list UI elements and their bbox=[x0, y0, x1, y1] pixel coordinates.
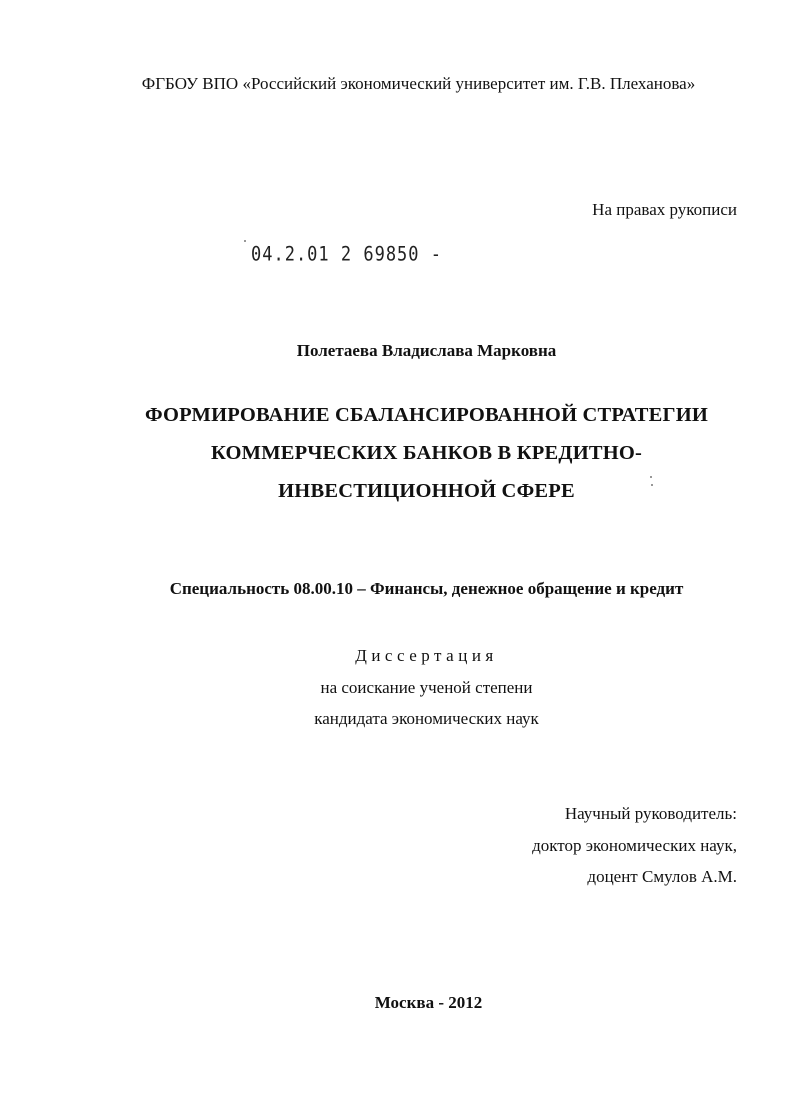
scan-speck bbox=[650, 476, 652, 478]
author-name: Полетаева Владислава Марковна bbox=[296, 341, 557, 360]
scan-speck bbox=[651, 484, 653, 486]
title-line-2: КОММЕРЧЕСКИХ БАНКОВ В КРЕДИТНО- bbox=[210, 442, 643, 464]
supervisor-label: Научный руководитель: bbox=[564, 804, 737, 823]
registration-stamp: 04.2.01 2 69850 - bbox=[251, 243, 442, 266]
specialty: Специальность 08.00.10 – Финансы, денежное обращение и кредит bbox=[169, 579, 684, 598]
title-line-3: ИНВЕСТИЦИОННОЙ СФЕРЕ bbox=[278, 480, 575, 502]
organization-name: ФГБОУ ВПО «Российский экономический университет им. Г.В. Плеханова» bbox=[141, 74, 696, 93]
dissertation-label: Диссертация bbox=[355, 646, 498, 665]
manuscript-note: На правах рукописи bbox=[592, 200, 737, 219]
degree-line-2: кандидата экономических наук bbox=[314, 709, 539, 728]
supervisor-name: доцент Смулов А.М. bbox=[587, 867, 737, 886]
city-year: Москва - 2012 bbox=[374, 993, 483, 1012]
supervisor-degree: доктор экономических наук, bbox=[532, 836, 737, 855]
title-line-1: ФОРМИРОВАНИЕ СБАЛАНСИРОВАННОЙ СТРАТЕГИИ bbox=[144, 404, 709, 426]
degree-line-1: на соискание ученой степени bbox=[320, 678, 533, 697]
scan-speck bbox=[244, 240, 246, 242]
